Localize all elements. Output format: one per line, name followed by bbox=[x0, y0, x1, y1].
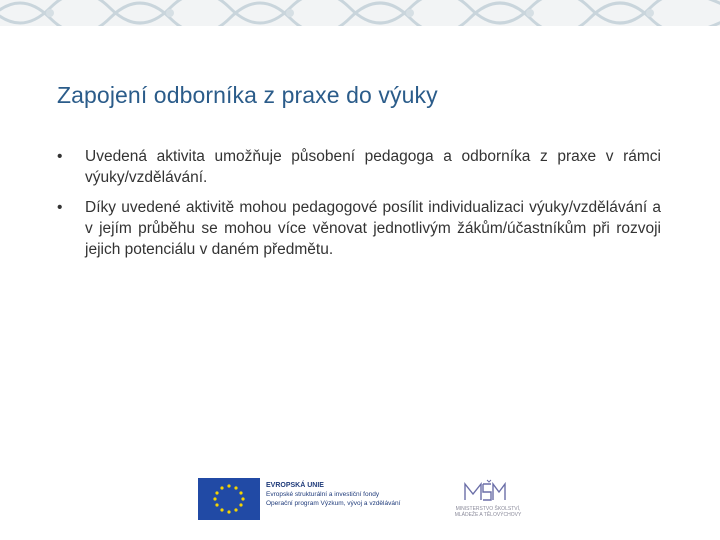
bullet-icon: • bbox=[57, 148, 63, 165]
msmt-emblem-icon bbox=[443, 478, 533, 506]
msmt-logo bbox=[443, 478, 533, 522]
bullet-icon: • bbox=[57, 199, 63, 216]
bullet-text: Uvedená aktivita umožňuje působení pedagoga a odborníka z praxe v rámci výuky/vzdělávání. bbox=[85, 148, 661, 186]
msmt-caption bbox=[443, 506, 533, 518]
msmt-caption-line-1: MINISTERSTVO ŠKOLSTVÍ, bbox=[455, 506, 521, 512]
decorative-top-pattern bbox=[0, 0, 720, 26]
eu-line-1: Evropské strukturální a investiční fondy bbox=[266, 491, 380, 498]
celtic-pattern-icon bbox=[0, 0, 720, 26]
bullet-list bbox=[57, 146, 661, 269]
eu-flag-icon bbox=[198, 478, 260, 520]
eu-line-2: Operační program Výzkum, vývoj a vzdělávání bbox=[266, 500, 401, 507]
msmt-caption-line-2: MLÁDEŽE A TĚLOVÝCHOVY bbox=[454, 512, 522, 518]
eu-funding-text bbox=[266, 481, 436, 508]
bullet-item bbox=[57, 197, 661, 260]
footer-logos bbox=[198, 478, 538, 522]
slide-title: Zapojení odborníka z praxe do výuky bbox=[57, 82, 438, 108]
bullet-item bbox=[57, 146, 661, 188]
eu-heading: EVROPSKÁ UNIE bbox=[266, 482, 324, 489]
bullet-text: Díky uvedené aktivitě mohou pedagogové posílit individualizaci výuky/vzdělávání a v jejím průběhu se mohou více věnovat jednotlivým žákům/účastníkům při rozvoji jejich potenciálu v daném předmětu. bbox=[85, 199, 661, 258]
